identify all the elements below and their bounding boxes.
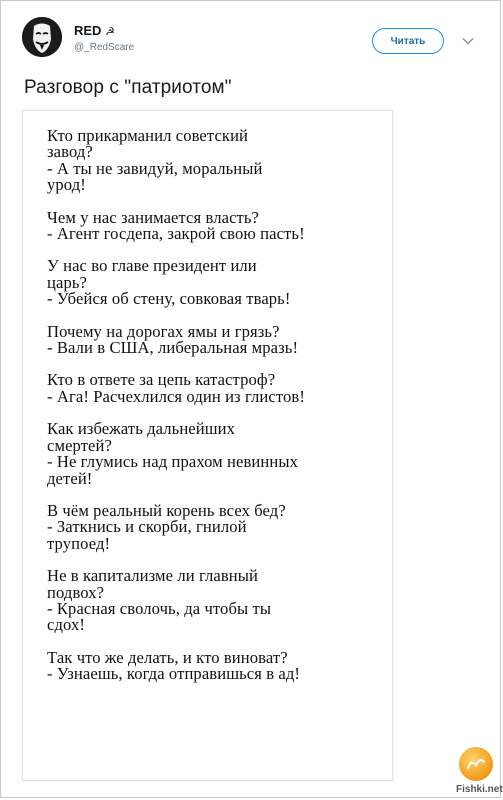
poem-line: В чём реальный корень всех бед?	[47, 500, 286, 520]
poem-line: царь?	[47, 272, 87, 292]
attached-image[interactable]	[22, 110, 393, 781]
poem-stanza	[47, 207, 387, 244]
avatar[interactable]	[22, 17, 62, 57]
poem-line: - Заткнись и скорби, гнилой	[47, 517, 247, 537]
watermark-site: Fishki.net	[456, 784, 503, 795]
poem-line: - Узнаешь, когда отправишься в ад!	[47, 664, 301, 684]
poem-stanza	[47, 128, 387, 194]
author-name[interactable]: RED ☭	[74, 23, 115, 38]
poem-line: Почему на дорогах ямы и грязь?	[47, 321, 280, 341]
poem-line: У нас во главе президент или	[47, 256, 257, 276]
poem-line: - Убейся об стену, совковая тварь!	[47, 289, 291, 309]
poem-stanza	[47, 568, 387, 634]
poem-stanza	[47, 372, 387, 405]
follow-button[interactable]: Читать	[372, 28, 444, 54]
author-handle[interactable]: @_RedScare	[74, 42, 135, 53]
poem-line: детей!	[47, 468, 93, 488]
watermark-logo-icon	[459, 747, 493, 781]
chevron-down-icon	[461, 34, 475, 48]
tweet-text: Разговор с "патриотом"	[24, 77, 232, 98]
more-options-button[interactable]	[458, 31, 478, 51]
poem-line: - Вали в США, либеральная мразь!	[47, 338, 299, 358]
poem-line: - Красная сволочь, да чтобы ты	[47, 598, 272, 618]
poem-line: урод!	[47, 175, 86, 195]
poem-line: Чем у нас занимается власть?	[47, 207, 260, 227]
poem-stanza	[47, 421, 387, 487]
poem-stanza	[47, 647, 387, 684]
poem-line: смертей?	[47, 435, 112, 455]
poem-line: - А ты не завидуй, моральный	[47, 158, 263, 178]
hammer-sickle-icon: ☭	[105, 25, 115, 38]
poem-line: Не в капитализме ли главный	[47, 566, 259, 586]
poem-line: подвох?	[47, 582, 105, 602]
poem-line: трупоед!	[47, 533, 111, 553]
poem-line: - Агент госдепа, закрой свою пасть!	[47, 224, 305, 244]
poem-line: - Не глумись над прахом невинных	[47, 452, 298, 472]
poem-line: сдох!	[47, 615, 86, 635]
poem-text	[47, 128, 387, 699]
poem-line: Кто в ответе за цепь катастроф?	[47, 370, 276, 390]
poem-line: - Ага! Расчехлился один из глистов!	[47, 386, 305, 406]
poem-line: завод?	[47, 142, 93, 162]
poem-stanza	[47, 321, 387, 358]
poem-stanza	[47, 258, 387, 307]
poem-line: Как избежать дальнейших	[47, 419, 235, 439]
poem-line: Кто прикарманил советский	[47, 126, 249, 145]
guy-fawkes-mask-icon	[22, 17, 62, 57]
poem-stanza	[47, 500, 387, 553]
poem-line: Так что же делать, и кто виноват?	[47, 647, 288, 667]
